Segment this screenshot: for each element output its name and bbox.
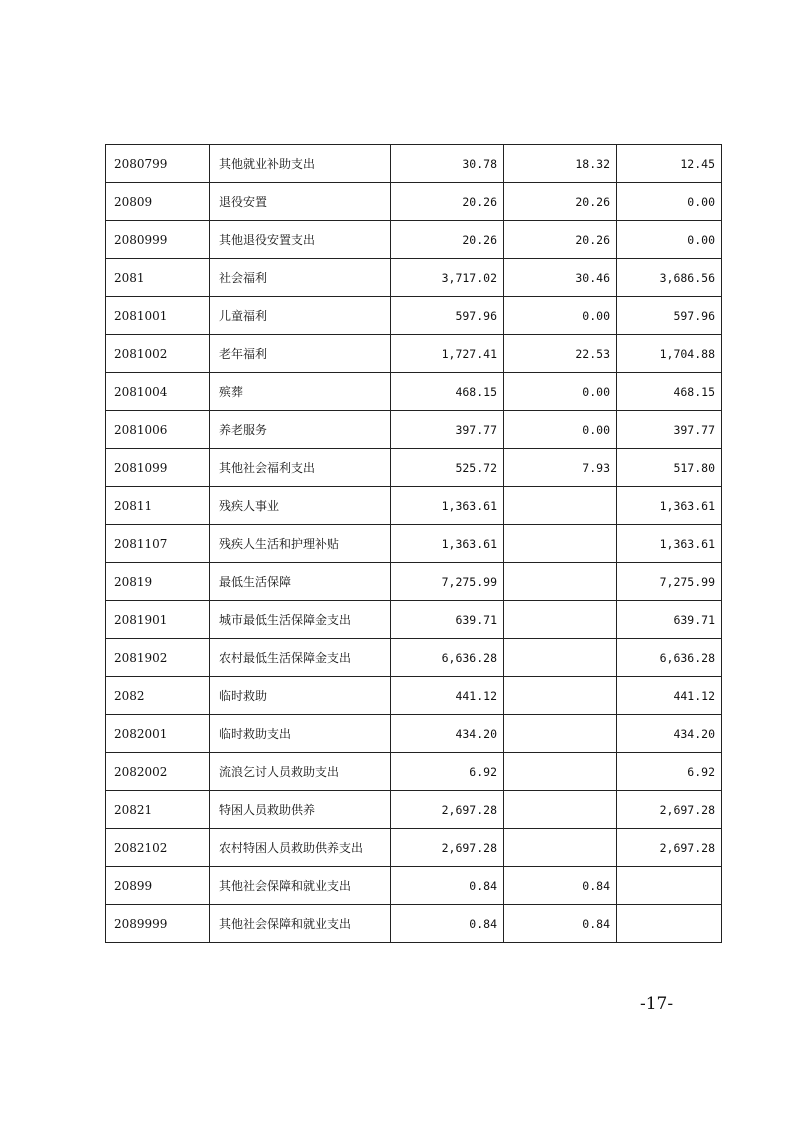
project-expenditure-cell: 6,636.28: [617, 639, 722, 677]
item-name-cell: 其他就业补助支出: [210, 145, 391, 183]
basic-expenditure-cell: 7.93: [504, 449, 617, 487]
classification-code-cell: 2081099: [106, 449, 210, 487]
total-amount-cell: 20.26: [391, 183, 504, 221]
total-amount-cell: 0.84: [391, 867, 504, 905]
basic-expenditure-cell: 0.84: [504, 905, 617, 943]
project-expenditure-cell: 12.45: [617, 145, 722, 183]
basic-expenditure-cell: [504, 829, 617, 867]
item-name-cell: 城市最低生活保障金支出: [210, 601, 391, 639]
project-expenditure-cell: 517.80: [617, 449, 722, 487]
item-name-cell: 农村特困人员救助供养支出: [210, 829, 391, 867]
table-row: [106, 563, 722, 601]
item-name-cell: 其他退役安置支出: [210, 221, 391, 259]
table-row: [106, 221, 722, 259]
total-amount-cell: 3,717.02: [391, 259, 504, 297]
page-number: -17-: [640, 994, 674, 1014]
basic-expenditure-cell: [504, 753, 617, 791]
basic-expenditure-cell: 18.32: [504, 145, 617, 183]
project-expenditure-cell: 7,275.99: [617, 563, 722, 601]
basic-expenditure-cell: [504, 677, 617, 715]
item-name-cell: 社会福利: [210, 259, 391, 297]
item-name-cell: 其他社会保障和就业支出: [210, 867, 391, 905]
item-name-cell: 殡葬: [210, 373, 391, 411]
table-row: [106, 601, 722, 639]
table-row: [106, 639, 722, 677]
total-amount-cell: 2,697.28: [391, 791, 504, 829]
classification-code-cell: 2082102: [106, 829, 210, 867]
total-amount-cell: 6,636.28: [391, 639, 504, 677]
table-row: [106, 677, 722, 715]
project-expenditure-cell: [617, 905, 722, 943]
total-amount-cell: 1,727.41: [391, 335, 504, 373]
table-row: [106, 411, 722, 449]
table-row: [106, 449, 722, 487]
item-name-cell: 农村最低生活保障金支出: [210, 639, 391, 677]
project-expenditure-cell: 1,704.88: [617, 335, 722, 373]
item-name-cell: 退役安置: [210, 183, 391, 221]
item-name-cell: 临时救助: [210, 677, 391, 715]
classification-code-cell: 2082: [106, 677, 210, 715]
basic-expenditure-cell: [504, 639, 617, 677]
total-amount-cell: 7,275.99: [391, 563, 504, 601]
table-row: [106, 335, 722, 373]
item-name-cell: 其他社会福利支出: [210, 449, 391, 487]
table-row: [106, 753, 722, 791]
table-row: [106, 145, 722, 183]
table-row: [106, 905, 722, 943]
table-row: [106, 525, 722, 563]
item-name-cell: 最低生活保障: [210, 563, 391, 601]
project-expenditure-cell: 1,363.61: [617, 487, 722, 525]
project-expenditure-cell: 468.15: [617, 373, 722, 411]
classification-code-cell: 2081902: [106, 639, 210, 677]
item-name-cell: 特困人员救助供养: [210, 791, 391, 829]
basic-expenditure-cell: 30.46: [504, 259, 617, 297]
classification-code-cell: 2089999: [106, 905, 210, 943]
classification-code-cell: 2081901: [106, 601, 210, 639]
project-expenditure-cell: 2,697.28: [617, 791, 722, 829]
total-amount-cell: 639.71: [391, 601, 504, 639]
table-row: [106, 183, 722, 221]
classification-code-cell: 2080999: [106, 221, 210, 259]
classification-code-cell: 2080799: [106, 145, 210, 183]
basic-expenditure-cell: [504, 715, 617, 753]
basic-expenditure-cell: 0.84: [504, 867, 617, 905]
total-amount-cell: 397.77: [391, 411, 504, 449]
item-name-cell: 残疾人事业: [210, 487, 391, 525]
classification-code-cell: 20809: [106, 183, 210, 221]
project-expenditure-cell: 2,697.28: [617, 829, 722, 867]
project-expenditure-cell: 441.12: [617, 677, 722, 715]
total-amount-cell: 441.12: [391, 677, 504, 715]
total-amount-cell: 2,697.28: [391, 829, 504, 867]
classification-code-cell: 2081006: [106, 411, 210, 449]
total-amount-cell: 6.92: [391, 753, 504, 791]
total-amount-cell: 525.72: [391, 449, 504, 487]
table-row: [106, 829, 722, 867]
basic-expenditure-cell: 20.26: [504, 183, 617, 221]
classification-code-cell: 2082001: [106, 715, 210, 753]
table-row: [106, 373, 722, 411]
basic-expenditure-cell: [504, 601, 617, 639]
total-amount-cell: 1,363.61: [391, 487, 504, 525]
basic-expenditure-cell: 0.00: [504, 411, 617, 449]
total-amount-cell: 0.84: [391, 905, 504, 943]
total-amount-cell: 1,363.61: [391, 525, 504, 563]
classification-code-cell: 2082002: [106, 753, 210, 791]
item-name-cell: 其他社会保障和就业支出: [210, 905, 391, 943]
table-row: [106, 487, 722, 525]
table-row: [106, 259, 722, 297]
budget-expenditure-table: [105, 144, 722, 943]
project-expenditure-cell: 434.20: [617, 715, 722, 753]
table-body: [106, 145, 722, 943]
classification-code-cell: 2081002: [106, 335, 210, 373]
table-row: [106, 867, 722, 905]
table-row: [106, 297, 722, 335]
project-expenditure-cell: 639.71: [617, 601, 722, 639]
total-amount-cell: 20.26: [391, 221, 504, 259]
item-name-cell: 老年福利: [210, 335, 391, 373]
basic-expenditure-cell: 20.26: [504, 221, 617, 259]
project-expenditure-cell: 1,363.61: [617, 525, 722, 563]
project-expenditure-cell: 6.92: [617, 753, 722, 791]
basic-expenditure-cell: [504, 487, 617, 525]
table-row: [106, 791, 722, 829]
basic-expenditure-cell: [504, 791, 617, 829]
basic-expenditure-cell: [504, 525, 617, 563]
classification-code-cell: 2081107: [106, 525, 210, 563]
basic-expenditure-cell: 0.00: [504, 373, 617, 411]
project-expenditure-cell: 597.96: [617, 297, 722, 335]
total-amount-cell: 468.15: [391, 373, 504, 411]
basic-expenditure-cell: 22.53: [504, 335, 617, 373]
classification-code-cell: 2081004: [106, 373, 210, 411]
item-name-cell: 残疾人生活和护理补贴: [210, 525, 391, 563]
classification-code-cell: 2081001: [106, 297, 210, 335]
item-name-cell: 临时救助支出: [210, 715, 391, 753]
total-amount-cell: 30.78: [391, 145, 504, 183]
basic-expenditure-cell: [504, 563, 617, 601]
project-expenditure-cell: 0.00: [617, 183, 722, 221]
table-row: [106, 715, 722, 753]
total-amount-cell: 597.96: [391, 297, 504, 335]
project-expenditure-cell: [617, 867, 722, 905]
classification-code-cell: 20819: [106, 563, 210, 601]
classification-code-cell: 20899: [106, 867, 210, 905]
item-name-cell: 养老服务: [210, 411, 391, 449]
classification-code-cell: 20821: [106, 791, 210, 829]
total-amount-cell: 434.20: [391, 715, 504, 753]
project-expenditure-cell: 0.00: [617, 221, 722, 259]
item-name-cell: 儿童福利: [210, 297, 391, 335]
classification-code-cell: 20811: [106, 487, 210, 525]
classification-code-cell: 2081: [106, 259, 210, 297]
project-expenditure-cell: 397.77: [617, 411, 722, 449]
basic-expenditure-cell: 0.00: [504, 297, 617, 335]
project-expenditure-cell: 3,686.56: [617, 259, 722, 297]
item-name-cell: 流浪乞讨人员救助支出: [210, 753, 391, 791]
